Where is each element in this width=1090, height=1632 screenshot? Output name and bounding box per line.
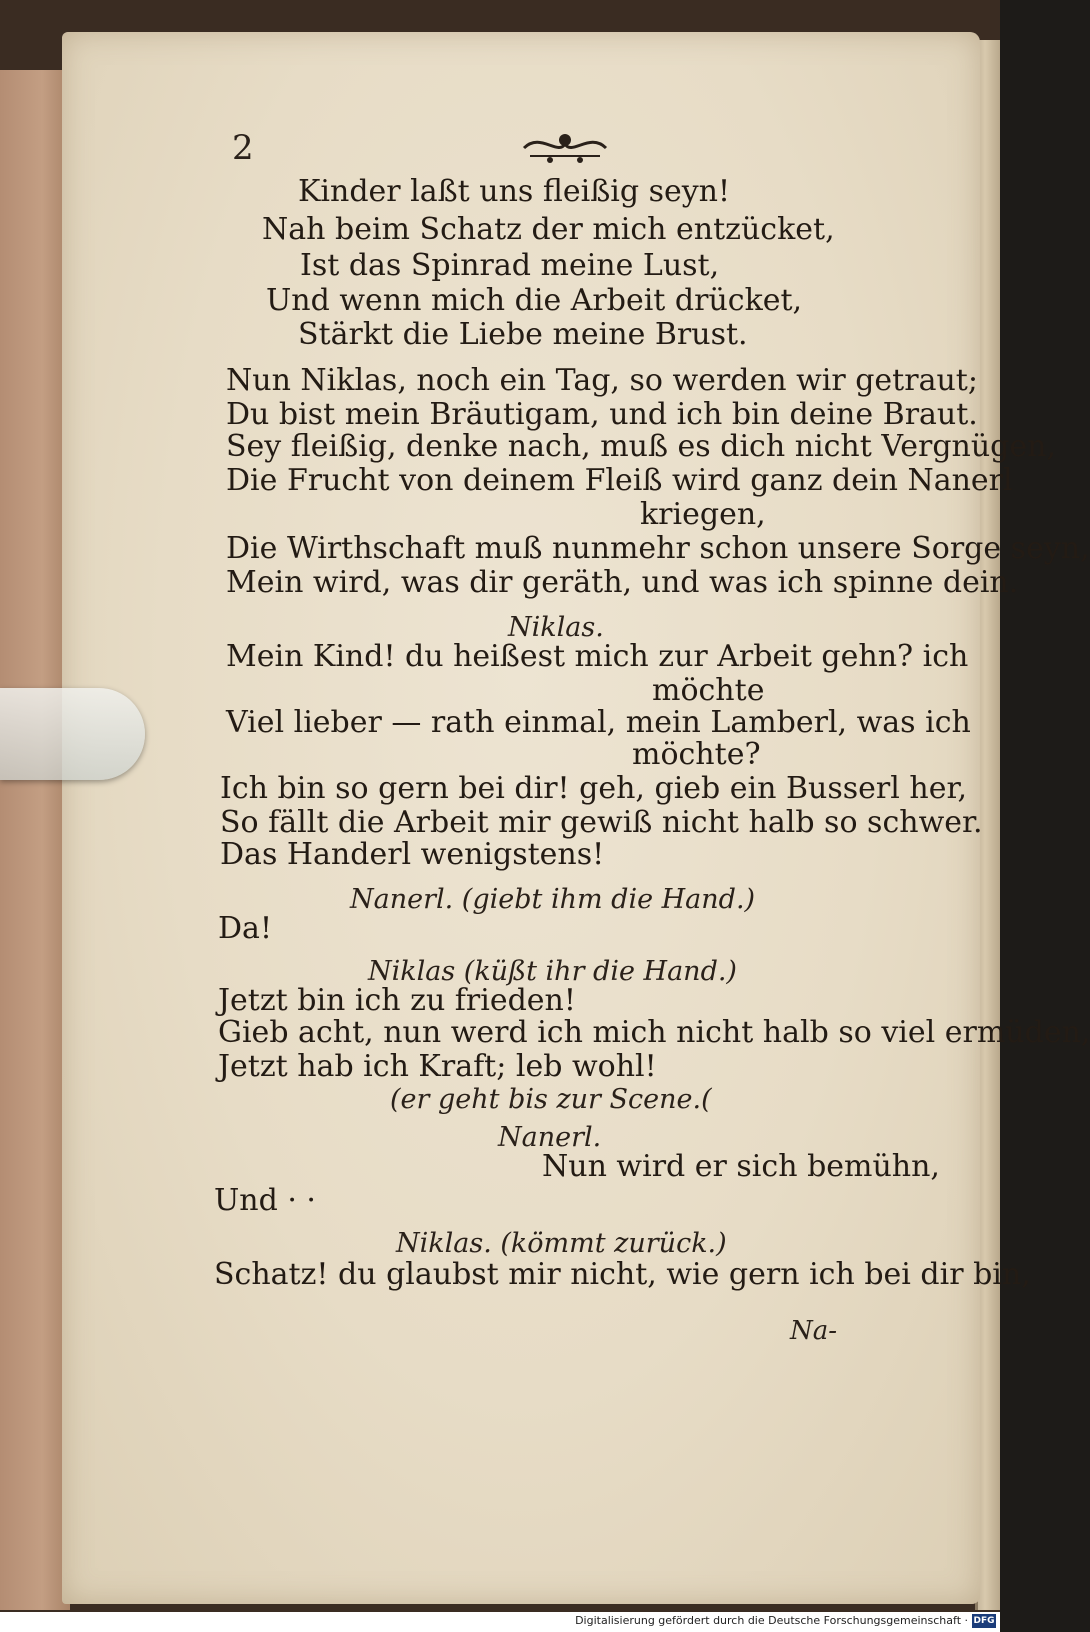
text-line: Jetzt bin ich zu frieden!	[218, 983, 576, 1018]
page-number: 2	[232, 128, 254, 168]
text-line: So fällt die Arbeit mir gewiß nicht halb so schwer.	[220, 805, 983, 840]
text-line: Nun wird er sich bemühn,	[542, 1149, 940, 1184]
speaker-label: Niklas (küßt ihr die Hand.)	[368, 956, 737, 987]
speaker-label: Niklas. (kömmt zurück.)	[396, 1228, 727, 1259]
text-line: Mein Kind! du heißest mich zur Arbeit gehn? ich	[226, 639, 969, 674]
text-line: Das Handerl wenigstens!	[220, 837, 605, 872]
text-line: Und · ·	[214, 1183, 316, 1218]
text-line: Sey fleißig, denke nach, muß es dich nicht Vergnügen,	[226, 429, 1056, 464]
text-line: Du bist mein Bräutigam, und ich bin deine Braut.	[226, 397, 978, 432]
text-line: möchte?	[632, 737, 761, 772]
printer-ornament	[520, 126, 610, 168]
stage-direction: (er geht bis zur Scene.(	[390, 1084, 712, 1115]
text-line: Jetzt hab ich Kraft; leb wohl!	[218, 1049, 657, 1084]
dfg-logo: DFG	[973, 1616, 995, 1626]
text-line: Ich bin so gern bei dir! geh, gieb ein Busserl her,	[220, 771, 968, 806]
catchword: Na-	[790, 1316, 838, 1346]
text-line: Nah beim Schatz der mich entzücket,	[262, 212, 835, 247]
text-line: Viel lieber — rath einmal, mein Lamberl, was ich	[226, 705, 971, 740]
text-line: Ist das Spinrad meine Lust,	[300, 248, 720, 283]
speaker-label: Niklas.	[508, 612, 604, 643]
text-line: Die Wirthschaft muß nunmehr schon unsere Sorge seyn,	[226, 531, 1090, 566]
text-line: Und wenn mich die Arbeit drücket,	[266, 283, 803, 318]
text-line: Stärkt die Liebe meine Brust.	[298, 317, 748, 352]
text-line: möchte	[652, 673, 765, 708]
speaker-label: Nanerl.	[498, 1122, 602, 1153]
text-line: Die Frucht von deinem Fleiß wird ganz dein Nanerl	[226, 463, 1013, 498]
text-line: Mein wird, was dir geräth, und was ich spinne dein.	[226, 565, 1019, 600]
book-cover-left	[0, 70, 70, 1610]
text-line: Da!	[218, 911, 272, 946]
plastic-page-holder	[0, 688, 145, 780]
text-line: kriegen,	[640, 497, 766, 532]
speaker-label: Nanerl. (giebt ihm die Hand.)	[350, 884, 756, 915]
text-line: Nun Niklas, noch ein Tag, so werden wir getraut;	[226, 363, 978, 398]
digitization-credit: Digitalisierung gefördert durch die Deutsche Forschungsgemeinschaft ·	[575, 1614, 968, 1627]
text-line: Gieb acht, nun werd ich mich nicht halb so viel ermüden,	[218, 1015, 1090, 1050]
text-line: Kinder laßt uns fleißig seyn!	[298, 174, 731, 209]
text-line: Schatz! du glaubst mir nicht, wie gern ich bei dir bin,	[214, 1257, 1031, 1292]
